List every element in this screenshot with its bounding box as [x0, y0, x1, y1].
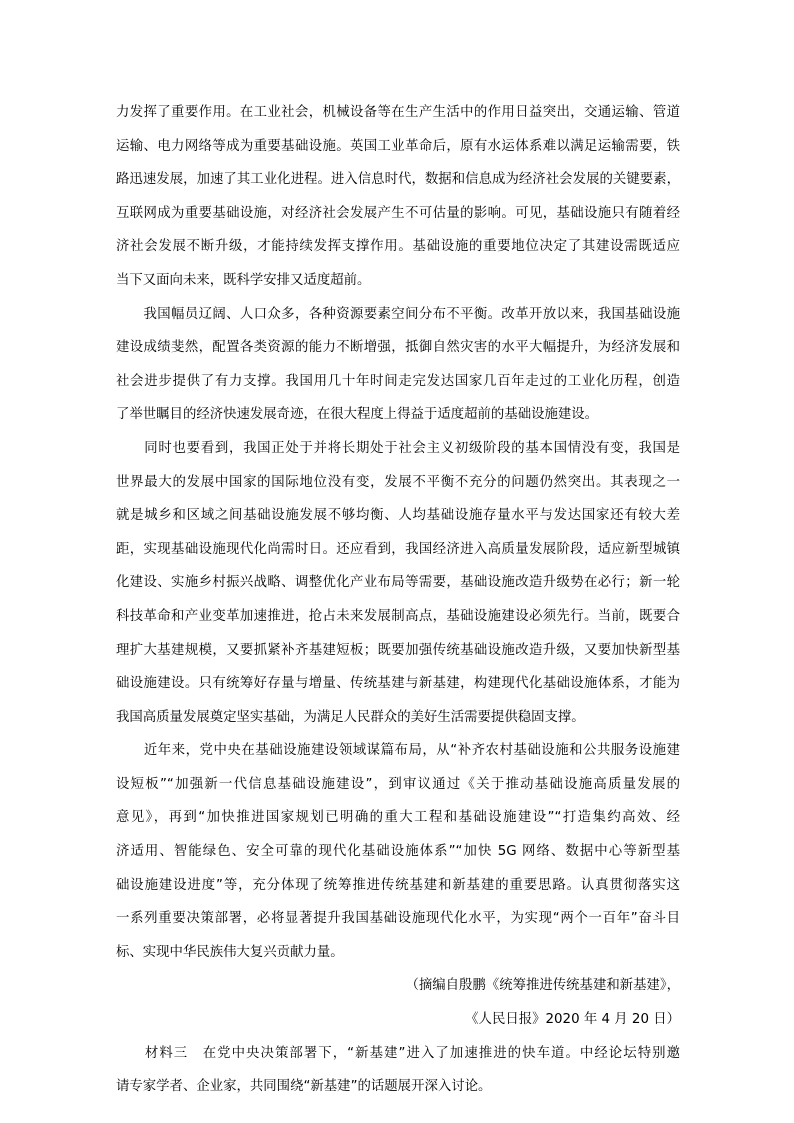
text-line: 济适用、智能绿色、安全可靠的现代化基础设施体系”“加快 5G 网络、数据中心等新型基 — [116, 844, 680, 860]
text-line: 社会进步提供了有力支撑。我国用几十年时间走完发达国家几百年走过的工业化历程，创造 — [116, 373, 680, 389]
text-line: 力发挥了重要作用。在工业社会，机械设备等在生产生活中的作用日益突出，交通运输、管道 — [116, 105, 680, 120]
text-line: 科技革命和产业变革加速推进，抢占未来发展制高点，基础设施建设必须先行。当前，既要合 — [116, 608, 680, 624]
text-line: 同时也要看到，我国正处于并将长期处于社会主义初级阶段的基本国情没有变，我国是 — [116, 440, 680, 456]
text-line: 世界最大的发展中国家的国际地位没有变，发展不平衡不充分的问题仍然突出。其表现之一 — [116, 474, 680, 490]
text-line: 互联网成为重要基础设施，对经济社会发展产生不可估量的影响。可见，基础设施只有随着经 — [116, 205, 680, 221]
text-line: 距，实现基础设施现代化尚需时日。还应看到，我国经济进入高质量发展阶段，适应新型城镇 — [116, 541, 680, 557]
text-line: 请专家学者、企业家，共同围绕“新基建”的话题展开深入讨论。 — [116, 1079, 492, 1095]
document-body — [116, 96, 680, 1104]
citation-line: （摘编自殷鹏《统筹推进传统基建和新基建》， — [405, 978, 680, 994]
text-line: 就是城乡和区域之间基础设施发展不够均衡、人均基础设施存量水平与发达国家还有较大差 — [116, 508, 680, 524]
text-line: 一系列重要决策部署，必将显著提升我国基础设施现代化水平，为实现“两个一百年”奋斗目 — [116, 911, 680, 927]
text-line: 础设施建设进度”等，充分体现了统筹推进传统基建和新基建的重要思路。认真贯彻落实这 — [116, 877, 680, 893]
text-line: 建设成绩斐然，配置各类资源的能力不断增强，抵御自然灾害的水平大幅提升，为经济发展和 — [116, 340, 680, 356]
citation-line: 《人民日报》2020 年 4 月 20 日） — [465, 1012, 680, 1028]
text-line: 意见》，再到“加快推进国家规划已明确的重大工程和基础设施建设”“打造集约高效、经 — [116, 810, 680, 826]
text-line: 了举世瞩目的经济快速发展奇迹，在很大程度上得益于适度超前的基础设施建设。 — [116, 407, 599, 423]
text-line: 标、实现中华民族伟大复兴贡献力量。 — [116, 944, 344, 960]
text-line: 我国高质量发展奠定坚实基础，为满足人民群众的美好生活需要提供稳固支撑。 — [116, 709, 585, 725]
text-line: 化建设、实施乡村振兴战略、调整优化产业布局等需要，基础设施改造升级势在必行；新一轮 — [116, 575, 680, 591]
text-line: 我国幅员辽阔、人口众多，各种资源要素空间分布不平衡。改革开放以来，我国基础设施 — [116, 306, 680, 322]
text-line: 济社会发展不断升级，才能持续发挥支撑作用。基础设施的重要地位决定了其建设需既适应 — [116, 239, 680, 255]
text-line: 础设施建设。只有统筹好存量与增量、传统基建与新基建，构建现代化基础设施体系，才能为 — [116, 676, 680, 692]
text-line: 运输、电力网络等成为重要基础设施。英国工业革命后，原有水运体系难以满足运输需要，铁 — [116, 138, 680, 154]
text-line: 路迅速发展，加速了其工业化进程。进入信息时代，数据和信息成为经济社会发展的关键要素， — [116, 172, 680, 188]
text-line: 近年来，党中央在基础设施建设领域谋篇布局，从“补齐农村基础设施和公共服务设施建 — [116, 743, 680, 759]
text-line: 当下又面向未来，既科学安排又适度超前。 — [116, 272, 371, 288]
text-line: 设短板”“加强新一代信息基础设施建设”，到审议通过《关于推动基础设施高质量发展的 — [116, 776, 680, 792]
text-line: 理扩大基建规模，又要抓紧补齐基建短板；既要加强传统基础设施改造升级，又要加快新型基 — [116, 642, 680, 658]
text-line: 材料三 在党中央决策部署下，“新基建”进入了加速推进的快车道。中经论坛特别邀 — [116, 1045, 680, 1061]
